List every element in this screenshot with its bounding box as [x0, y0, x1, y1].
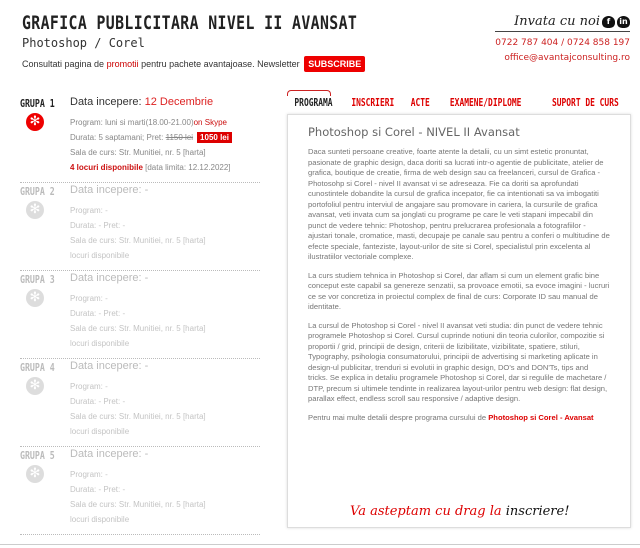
- paragraph: La cursul de Photoshop si Corel - nivel II avansat veti studia: din punct de vedere tehnic programele Photoshop si Corel. Cursul cuprinde notiuni din teoria culorilor, compozitie si proportii / grid, principii de design, criterii de lizibilitate, vizibilitate, spatiere, stiluri, Typography, psihologia consumatorului, principii de advertising si marketing aplicate in design-ul publicitar, trenduri si evolutii in graphic design, DO's and DON'Ts, tips and tricks. Se explica in detaliu programele Photoshop si Corel, dar si regulile de machetare / DTP, precum si ultimele tendinte in realizarea layout-urilor pentru web design: flat design, parallax effect, endless scroll sau responsive / adaptive design.: [308, 320, 608, 403]
- durata: Durata: - Pret: -: [70, 309, 126, 318]
- paragraph: [308, 413, 610, 424]
- flower-icon: ✻: [26, 289, 44, 307]
- page-subtitle: Photoshop / Corel: [22, 36, 145, 50]
- locuri: 4 locuri disponibile: [70, 163, 143, 172]
- sala-link[interactable]: Sala de curs: Str. Munitiei, nr. 5 [harta]: [70, 324, 206, 333]
- promo-line: [22, 56, 365, 72]
- subscribe-button[interactable]: SUBSCRIBE: [304, 56, 365, 72]
- details-text: Pentru mai multe detalii despre programa cursului de: [308, 412, 489, 422]
- linkedin-icon[interactable]: in: [617, 16, 630, 28]
- phone: 0722 787 404 / 0724 858 197: [495, 38, 630, 48]
- group-date: Data incepere: -: [70, 184, 149, 196]
- page-title: GRAFICA PUBLICITARA NIVEL II AVANSAT: [22, 12, 358, 34]
- group-name: GRUPA 5: [20, 449, 55, 462]
- locuri: locuri disponibile: [70, 515, 130, 524]
- locuri: locuri disponibile: [70, 427, 130, 436]
- flower-icon: ✻: [26, 377, 44, 395]
- program: Program: -: [70, 470, 108, 479]
- group-details: [70, 467, 206, 527]
- tab-suport-de-curs[interactable]: SUPORT DE CURS: [552, 96, 619, 109]
- promotii-link[interactable]: promotii: [106, 59, 139, 69]
- divider: [0, 544, 640, 545]
- invata-cu-noi: [495, 14, 630, 32]
- tab-examene-diplome[interactable]: EXAMENE/DIPLOME: [450, 96, 522, 109]
- flower-icon: ✻: [26, 201, 44, 219]
- promo-text: Consultati pagina de: [22, 59, 107, 69]
- paragraph: Daca sunteti persoane creative, foarte atente la detalii, cu un simt estetic pronuntat, pasionate de graphic design, daca doriti sa lucrati intr-o agentie de publicitate, atelier de grafica, boutique de creatie, firma de web design sau ca freelanceri, cursul de Grafica - Photosohp si Corel - nivel II avansat vi se adreseaza. Fie ca doriti sa aprofundati cunostintele dobandite la cursul de grafica incepator, fie ca intentionati sa va imbogatiti portofoliul pentru interviul de angajare sau promovare in cariera, la cursurile de grafica avansat, veti invata cum sa jonglati cu programe pe care le veti stapani impecabil din punct de vedere tehnic: Photoshop, pentru prelucrarea profesionala a fotografiilor - ajustari tonale, cromatice, masti, decupaje pe canale sau pentru a conferi o multitudine de efecte speciale, fanteziste, layout-urilor de site si Corel, specialistul prin excelenta al ilustratiilor vectoriale complexe.: [308, 147, 610, 261]
- durata: Durata: - Pret: -: [70, 397, 126, 406]
- program-link[interactable]: Photoshop si Corel - Avansat: [488, 412, 594, 422]
- cta-text: [350, 504, 569, 519]
- group-details: [70, 203, 206, 263]
- group-name: GRUPA 1: [20, 97, 55, 110]
- paragraph: La curs studiem tehnica in Photoshop si Corel, dar aflam si cum un element grafic bine conceput este capabil sa genereze senzatii, sa provoace emotii, sa evoce imagini - lucruri ce se vor concretiza in proiectul complex de final de curs: Corporate ID sau manual de identitate.: [308, 270, 610, 311]
- program: Program: luni si marti(18.00-21.00): [70, 118, 194, 127]
- tab-bar: [287, 96, 632, 109]
- group-date: [70, 96, 213, 108]
- sala-link[interactable]: Sala de curs: Str. Munitiei, nr. 5 [harta]: [70, 412, 206, 421]
- group-date: Data incepere: -: [70, 360, 149, 372]
- group-3: [20, 271, 260, 359]
- contact-block: [495, 14, 630, 66]
- group-5: [20, 447, 260, 535]
- cta-prefix: Va asteptam cu drag la: [350, 504, 506, 519]
- invata-text: Invata cu noi: [514, 14, 600, 29]
- program: Program: -: [70, 294, 108, 303]
- group-2: [20, 183, 260, 271]
- flower-icon: ✻: [26, 113, 44, 131]
- group-details: [70, 115, 232, 175]
- sala-link[interactable]: Sala de curs: Str. Munitiei, nr. 5 [harta]: [70, 500, 206, 509]
- group-name: GRUPA 3: [20, 273, 55, 286]
- tab-acte[interactable]: ACTE: [410, 96, 430, 109]
- locuri: locuri disponibile: [70, 251, 130, 260]
- old-price: 1150 lei: [165, 133, 194, 142]
- group-name: GRUPA 2: [20, 185, 55, 198]
- price-badge: 1050 lei: [197, 132, 232, 143]
- date-value: 12 Decembrie: [144, 96, 214, 108]
- group-1: [20, 95, 260, 183]
- group-details: [70, 379, 206, 439]
- durata: Durata: - Pret: -: [70, 221, 126, 230]
- facebook-icon[interactable]: f: [602, 16, 615, 28]
- cta-end: !: [564, 504, 570, 519]
- program: Program: -: [70, 206, 108, 215]
- group-4: [20, 359, 260, 447]
- date-label: Data incepere:: [70, 96, 145, 108]
- sala-link[interactable]: Sala de curs: Str. Munitiei, nr. 5 [harta]: [70, 148, 206, 157]
- locuri: locuri disponibile: [70, 339, 130, 348]
- group-details: [70, 291, 206, 351]
- sala-link[interactable]: Sala de curs: Str. Munitiei, nr. 5 [harta]: [70, 236, 206, 245]
- content-panel: [287, 114, 631, 528]
- inscriere-link[interactable]: inscriere: [505, 504, 565, 519]
- email-link[interactable]: office@avantajconsulting.ro: [504, 53, 630, 63]
- tab-programa[interactable]: PROGRAMA: [294, 96, 333, 109]
- tab-inscrieri[interactable]: INSCRIERI: [351, 96, 395, 109]
- skype: on Skype: [193, 118, 227, 127]
- group-date: Data incepere: -: [70, 448, 149, 460]
- durata: Durata: 5 saptamani; Pret:: [70, 133, 166, 142]
- group-name: GRUPA 4: [20, 361, 55, 374]
- program: Program: -: [70, 382, 108, 391]
- group-date: Data incepere: -: [70, 272, 149, 284]
- durata: Durata: - Pret: -: [70, 485, 126, 494]
- promo-text-2: pentru pachete avantajoase. Newsletter: [138, 59, 303, 69]
- content-heading: Photoshop si Corel - NIVEL II Avansat: [308, 125, 520, 139]
- data-limita: [data limita: 12.12.2022]: [142, 163, 231, 172]
- flower-icon: ✻: [26, 465, 44, 483]
